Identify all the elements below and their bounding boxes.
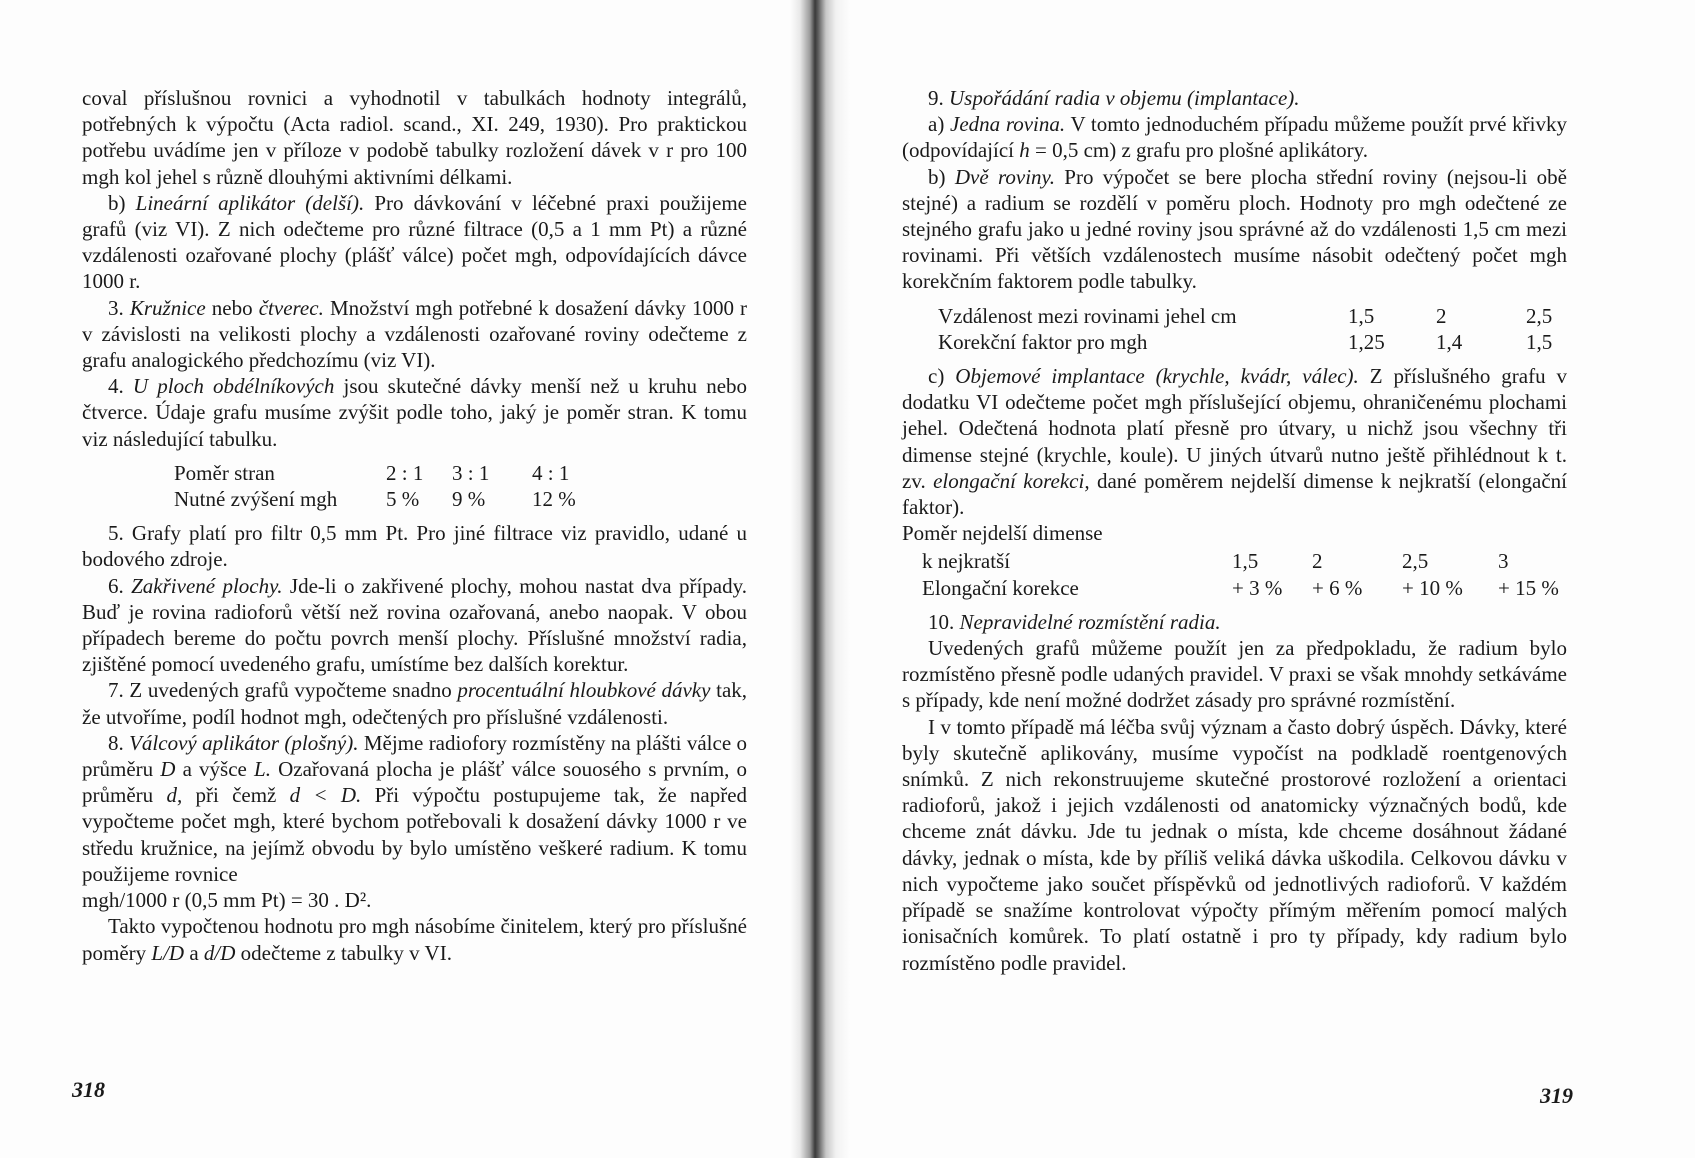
distance-table <box>938 303 1552 355</box>
section-heading-irregular: 10. Nepravidelné rozmístění radia. <box>928 609 1221 634</box>
paragraph-two-planes: b) Dvě roviny. Pro výpočet se bere plocha střední roviny (nejsou-li obě stejné) a radium se rozdělí v poměru ploch. Hodnoty pro mgh odečtené ze stejného grafu jako u jedné roviny jsou správné až do vzdálenosti 1,5 cm mezi rovinami. Při větších vzdálenostech musíme násobit odečtený počet mgh korekčním faktorem podle tabulky. <box>902 164 1568 294</box>
table-cell: 2 <box>1312 549 1323 574</box>
page-number-left: 318 <box>72 1077 105 1102</box>
table-cell: 9 % <box>452 487 486 512</box>
table-row <box>174 460 576 486</box>
table-cell: 2,5 <box>1526 303 1553 328</box>
table-cell: 2 <box>1436 303 1447 328</box>
paragraph-continuation: coval příslušnou rovnici a vyhodnotil v tabulkách hodnoty integrálů, potřebných k výpočtu (Acta radiol. scand., XI. 249, 1930). Pro praktickou potřebu uvádíme jen v příloze v podobě tabulky rozložení dávek v r pro 100 mgh kol jehel s různě dlouhými aktivními délkami. <box>82 86 747 189</box>
table-cell: Poměr stran <box>174 460 275 485</box>
table-cell: 1,4 <box>1436 329 1463 354</box>
table-cell: k nejkratší <box>922 549 1011 574</box>
paragraph-irregular-1: Uvedených grafů můžeme použít jen za předpokladu, že radium bylo rozmístěno přesně podle udaných pravidel. V praxi se však mnohdy setkáváme s případy, kde není možné dodržet zásady pro správné rozmístění. <box>902 636 1567 713</box>
page-number-right: 319 <box>1540 1083 1573 1108</box>
table-cell: 5 % <box>386 487 420 512</box>
table-cell: + 15 % <box>1498 575 1559 600</box>
formula: mgh/1000 r (0,5 mm Pt) = 30 . D². <box>82 888 372 913</box>
paragraph-irregular-2: I v tomto případě má léčba svůj význam a často dobrý úspěch. Dávky, které byly skutečně aplikovány, musíme vypočíst na podkladě roentgenových snímků. Z nich rekonstruujeme skutečné prostorové rozložení a orientaci radioforů, jakož i jejich vzdálenosti od anatomicky význačných bodů, kde chceme znát dávku. Jde tu jednak o místa, kde chceme dosáhnout žádané dávky, jednak o místa, kde by příliš veliká dávka uškodila. Celkovou dávku v nich vypočteme jako součet příspěvků od jednotlivých radioforů. V každém případě se snažíme kontrolovat výpočty přímým měřením pomocí malých ionisačních komůrek. To platí ostatně i pro ty případy, kdy radium bylo rozmístěno podle pravidel. <box>902 714 1567 975</box>
table-cell: + 3 % <box>1232 575 1283 600</box>
table-cell: 3 <box>1498 549 1509 574</box>
section-heading-implantation: 9. Uspořádání radia v objemu (implantace). <box>928 86 1300 110</box>
paragraph-curved-surfaces: 6. Zakřivené plochy. Jde-li o zakřivené plochy, mohou nastat dva případy. Buď je rovina radioforů větší než rovina ozařovaná, anebo naopak. V obou případech bereme do počtu povrch menší plochy. Příslušné množství radia, zjištěné pomocí uvedeného grafu, umístíme bez dalších korektur. <box>82 573 748 677</box>
table-cell: 1,25 <box>1348 329 1385 354</box>
paragraph-volume-implants: c) Objemové implantace (krychle, kvádr, válec). Z příslušného grafu v dodatku VI odečteme počet mgh příslušející objemu, ohraničenému plochami jehel. Odečtená hodnota platí přesně pro útvary, u nichž jsou všechny tři dimense stejné (krychle, koule). U jiných útvarů nutno ještě přihlédnout k t. zv. elongační korekci, dané poměrem nejdelší dimense k nejkratší (elongační faktor). <box>902 364 1568 520</box>
elongation-heading: Poměr nejdelší dimense <box>902 521 1103 546</box>
table-cell: Korekční faktor pro mgh <box>938 329 1148 354</box>
paragraph-cylindrical-applicator: 8. Válcový aplikátor (plošný). Mějme radiofory rozmístěny na plášti válce o průměru D a výšce L. Ozařovaná plocha je plášť válce souosého s prvním, o průměru d, při čemž d < D. Při výpočtu postupujeme tak, že napřed vypočteme počet mgh, které bychom potřebovali k dosažení dávky 1000 r ve středu kružnice, na jejímž obvodu by bylo umístěno veškeré radium. K tomu použijeme rovnice <box>82 730 748 886</box>
right-page <box>902 85 1567 976</box>
table-cell: 3 : 1 <box>452 460 490 485</box>
table-cell: 2,5 <box>1402 549 1429 574</box>
paragraph-rectangular-areas: 4. U ploch obdélníkových jsou skutečné dávky menší než u kruhu nebo čtverce. Údaje grafu musíme zvýšit podle toho, jaký je poměr stran. K tomu viz následující tabulku. <box>82 374 748 451</box>
paragraph-filter: 5. Grafy platí pro filtr 0,5 mm Pt. Pro jiné filtrace viz pravidlo, udané u bodového zdroje. <box>82 521 747 572</box>
left-page <box>82 85 747 966</box>
table-row <box>922 548 1559 574</box>
table-row <box>938 303 1552 329</box>
ratio-table <box>174 460 576 512</box>
table-cell: + 10 % <box>1402 575 1463 600</box>
table-cell: Nutné zvýšení mgh <box>174 487 338 512</box>
paragraph-circle-square: 3. Kružnice nebo čtverec. Množství mgh potřebné k dosažení dávky 1000 r v závislosti na velikosti plochy a vzdálenosti ozařované roviny odečteme z grafu analogického předchozímu (viz VI). <box>82 295 748 373</box>
book-gutter <box>790 0 850 1158</box>
table-row <box>174 486 576 512</box>
paragraph-single-plane: a) Jedna rovina. V tomto jednoduchém případu můžeme použít prvé křivky (odpovídající h = 0,5 cm) z grafu pro plošné aplikátory. <box>902 112 1567 163</box>
paragraph-linear-applicator: b) Lineární aplikátor (delší). Pro dávkování v léčebné praxi použijeme grafů (viz VI). Z nich odečteme pro různé filtrace (0,5 a 1 mm Pt) a různé vzdálenosti ozařované plochy (plášť válce) počet mgh, odpovídajících dávce 1000 r. <box>82 190 747 294</box>
table-cell: 4 : 1 <box>532 460 570 485</box>
elongation-table <box>922 548 1559 600</box>
table-row <box>938 329 1552 355</box>
table-cell: 1,5 <box>1232 549 1259 574</box>
table-cell: 12 % <box>532 487 576 512</box>
table-row <box>922 575 1559 601</box>
table-cell: Vzdálenost mezi rovinami jehel cm <box>938 303 1237 328</box>
table-cell: 2 : 1 <box>386 460 424 485</box>
table-cell: 1,5 <box>1348 303 1375 328</box>
table-cell: Elongační korekce <box>922 575 1079 600</box>
table-cell: 1,5 <box>1526 329 1553 354</box>
table-cell: + 6 % <box>1312 575 1363 600</box>
paragraph-multiplier: Takto vypočtenou hodnotu pro mgh násobíme činitelem, který pro příslušné poměry L/D a d/D odečteme z tabulky v VI. <box>82 914 747 965</box>
paragraph-depth-doses: 7. Z uvedených grafů vypočteme snadno procentuální hloubkové dávky tak, že utvoříme, podíl hodnot mgh, odečtených pro příslušné vzdálenosti. <box>82 678 748 729</box>
